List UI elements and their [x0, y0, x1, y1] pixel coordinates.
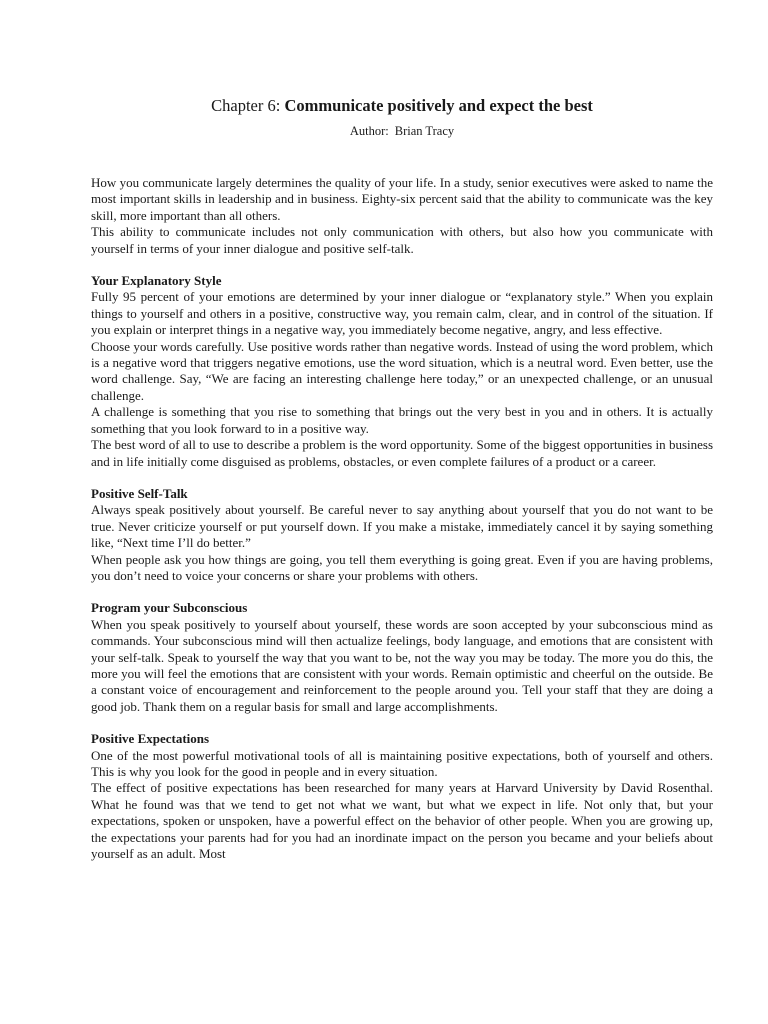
- section-heading-self-talk: Positive Self-Talk: [91, 485, 188, 501]
- intro-paragraph: This ability to communicate includes not only communication with others, but also how you communicate with yourself in terms of your inner dialogue and positive self-talk.: [91, 224, 713, 256]
- author-name: Brian Tracy: [394, 124, 455, 138]
- section-paragraph: The best word of all to use to describe a problem is the word opportunity. Some of the biggest opportunities in business and in life initially come disguised as problems, obstacles, or even complete failures of a product or a career.: [91, 437, 713, 469]
- document-page: [91, 95, 713, 862]
- section-heading-explanatory-style: Your Explanatory Style: [91, 273, 222, 289]
- section-paragraph: The effect of positive expectations has been researched for many years at Harvard University by David Rosenthal. What he found was that we tend to get not what we want, but what we expect in life. Not only that, but your expectations, spoken or unspoken, have a powerful effect on the behavior of other people. When you are growing up, the expectations your parents had for you had an inordinate impact on the person you became and your beliefs about yourself as an adult. Most: [91, 780, 713, 862]
- section-paragraph: Choose your words carefully. Use positive words rather than negative words. Instead of using the word problem, which is a negative word that triggers negative emotions, use the word situation, which is a neutral word. Even better, use the word challenge. Say, “We are facing an interesting challenge here today,” or an unexpected challenge, or an unusual challenge.: [91, 338, 713, 403]
- intro-paragraph: How you communicate largely determines the quality of your life. In a study, senior executives were asked to name the most important skills in leadership and in business. Eighty-six percent said that the ability to communicate was the key skill, more important than all others.: [91, 175, 713, 223]
- section-paragraph: A challenge is something that you rise to something that brings out the very best in you and in others. It is actually something that you look forward to in a positive way.: [91, 404, 713, 436]
- title-prefix: Chapter 6:: [211, 96, 281, 115]
- author-line: [91, 123, 713, 139]
- section-paragraph: Always speak positively about yourself. Be careful never to say anything about yourself that you do not want to be true. Never criticize yourself or put yourself down. If you make a mistake, immediately cancel it by saying something like, “Next time I’ll do better.”: [91, 502, 713, 551]
- title-main: Communicate positively and expect the best: [284, 96, 593, 115]
- document-body: [91, 175, 713, 862]
- page-title: [91, 95, 713, 117]
- section-paragraph: One of the most powerful motivational tools of all is maintaining positive expectations, both of yourself and others. This is why you look for the good in people and in every situation.: [91, 747, 713, 779]
- section-heading-expectations: Positive Expectations: [91, 731, 210, 747]
- author-label: Author:: [349, 124, 389, 138]
- section-paragraph: Fully 95 percent of your emotions are determined by your inner dialogue or “explanatory style.” When you explain things to yourself and others in a positive, constructive way, you remain calm, clear, and in control of the situation. If you explain or interpret things in a negative way, you immediately become negative, angry, and less effective.: [91, 289, 713, 338]
- section-paragraph: When people ask you how things are going, you tell them everything is going great. Even if you are having problems, you don’t need to voice your concerns or share your problems with others.: [91, 551, 713, 583]
- section-heading-subconscious: Program your Subconscious: [91, 600, 248, 616]
- section-paragraph: When you speak positively to yourself about yourself, these words are soon accepted by your subconscious mind as commands. Your subconscious mind will then actualize feelings, body language, and emotions that are consistent with your self-talk. Speak to yourself the way that you want to be, not the way you may be today. The more you do this, the more you will feel the emotions that are consistent with your words. Remain optimistic and cheerful on the outside. Be a constant voice of encouragement and reinforcement to the people around you. Tell your staff that they are doing a good job. Thank them on a regular basis for small and large accomplishments.: [91, 616, 713, 714]
